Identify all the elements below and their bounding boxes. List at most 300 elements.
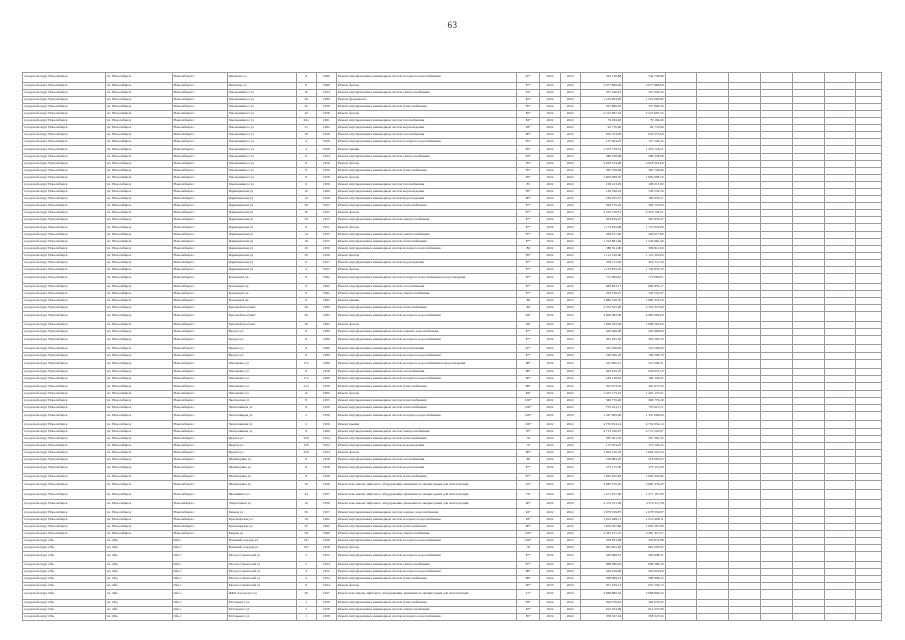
end-year-cell: 2022 (560, 613, 580, 620)
total-cost-cell: 612 072,09 (623, 606, 665, 613)
start-year-cell: 2022 (540, 89, 560, 96)
street-cell: Хмельницкого ул (227, 174, 296, 181)
start-year-cell: 2022 (540, 606, 560, 613)
empty-cell (665, 473, 697, 480)
total-cost-cell: 4 319 728,51 (623, 210, 665, 217)
house-number-cell: 8 (296, 82, 316, 89)
build-year-cell: 1955 (316, 490, 336, 500)
end-year-cell: 2022 (560, 335, 580, 345)
empty-cell (760, 544, 792, 551)
municipality-cell: городской округ Новосибирск (23, 146, 106, 153)
house-number-cell: 8 (296, 397, 316, 404)
start-year-cell: 2022 (540, 561, 560, 568)
locality-cell: Новосибирск г (172, 217, 227, 224)
empty-cell (665, 613, 697, 620)
cost-cell: 302 295,50 (580, 335, 622, 345)
settlement-cell: г.п. Новосибирск (105, 210, 172, 217)
empty-cell (792, 490, 824, 500)
empty-cell (729, 259, 761, 266)
empty-cell (729, 118, 761, 125)
work-type-cell: Ремонт внутридомовых инженерных систем холодного водоснабжения (336, 568, 516, 575)
locality-cell: Новосибирск г (172, 328, 227, 335)
start-year-cell: 2022 (540, 82, 560, 89)
table-row (23, 181, 882, 188)
house-number-cell: 8 (296, 456, 316, 463)
house-number-cell: 56 (296, 252, 316, 259)
street-cell: Фрунзе ул (227, 442, 296, 449)
wear-percent-cell: 100* (517, 397, 540, 404)
empty-cell (760, 530, 792, 537)
work-type-cell: Ремонт внутридомовых инженерных систем электроснабжения (336, 89, 516, 96)
street-cell: Ядринцевская ул (227, 203, 296, 210)
wear-percent-cell: 87* (517, 473, 540, 480)
cost-cell: 206 617,60 (580, 231, 622, 238)
table-row (23, 328, 882, 335)
locality-cell: Новосибирск г (172, 516, 227, 523)
empty-cell (856, 174, 882, 181)
end-year-cell: 2022 (560, 599, 580, 606)
work-type-cell: Ремонт внутридомовых инженерных систем электроснабжения (336, 231, 516, 238)
empty-cell (729, 449, 761, 456)
empty-cell (760, 428, 792, 435)
total-cost-cell: 587 391,35 (623, 435, 665, 442)
street-cell: Хмельницкого ул (227, 110, 296, 117)
wear-percent-cell: 84* (517, 125, 540, 132)
street-cell: Ядринцевская ул (227, 231, 296, 238)
end-year-cell: 2022 (560, 82, 580, 89)
empty-cell (824, 552, 856, 562)
settlement-cell: г.п. Новосибирск (105, 181, 172, 188)
empty-cell (856, 160, 882, 167)
municipality-cell: городской округ Новосибирск (23, 328, 106, 335)
end-year-cell: 2022 (560, 174, 580, 181)
start-year-cell: 2022 (540, 167, 560, 174)
empty-cell (729, 606, 761, 613)
wear-percent-cell: 87* (517, 352, 540, 359)
street-cell: Ядринцевская ул (227, 189, 296, 196)
empty-cell (824, 139, 856, 146)
total-cost-cell: 1 969 502,00 (623, 321, 665, 328)
work-type-cell: Ремонт внутридомовых инженерных систем холодного водоснабжения (336, 245, 516, 252)
cost-cell: 1 271 197,00 (580, 490, 622, 500)
empty-cell (729, 463, 761, 473)
table-row (23, 224, 882, 231)
empty-cell (697, 345, 729, 352)
wear-percent-cell: 88 (517, 456, 540, 463)
cost-cell: 357 860,20 (580, 103, 622, 110)
empty-cell (824, 203, 856, 210)
empty-cell (697, 509, 729, 516)
total-cost-cell: 1 323 681,40 (623, 238, 665, 245)
house-number-cell: 12 (296, 196, 316, 203)
empty-cell (792, 335, 824, 345)
wear-percent-cell: 88* (517, 383, 540, 390)
empty-cell (824, 530, 856, 537)
empty-cell (856, 568, 882, 575)
empty-cell (856, 146, 882, 153)
settlement-cell: г.п. Новосибирск (105, 297, 172, 304)
empty-cell (792, 516, 824, 523)
empty-cell (824, 442, 856, 449)
empty-cell (697, 203, 729, 210)
work-type-cell: Ремонт внутридомовых инженерных систем теплоснабжения (336, 238, 516, 245)
empty-cell (760, 196, 792, 203)
house-number-cell: 16 (296, 245, 316, 252)
house-number-cell: 28 (296, 530, 316, 537)
table-row (23, 369, 882, 376)
street-cell: Челюскинцев ул (227, 421, 296, 428)
locality-cell: Новосибирск г (172, 89, 227, 96)
end-year-cell: 2022 (560, 561, 580, 568)
empty-cell (824, 544, 856, 551)
empty-cell (824, 231, 856, 238)
empty-cell (665, 544, 697, 551)
table-row (23, 397, 882, 404)
locality-cell: Новосибирск г (172, 442, 227, 449)
total-cost-cell: 2 352 537,99 (623, 305, 665, 312)
empty-cell (665, 359, 697, 369)
build-year-cell: 1954 (316, 449, 336, 456)
empty-cell (824, 352, 856, 359)
settlement-cell: г.п. Новосибирск (105, 421, 172, 428)
empty-cell (824, 404, 856, 411)
end-year-cell: 2022 (560, 435, 580, 442)
empty-cell (697, 499, 729, 509)
empty-cell (665, 352, 697, 359)
empty-cell (856, 103, 882, 110)
total-cost-cell: 205 466,00 (623, 328, 665, 335)
empty-cell (792, 224, 824, 231)
wear-percent-cell: 94* (517, 509, 540, 516)
work-type-cell: Ремонт фасада (336, 110, 516, 117)
empty-cell (856, 606, 882, 613)
empty-cell (697, 174, 729, 181)
empty-cell (760, 153, 792, 160)
start-year-cell: 2022 (540, 196, 560, 203)
wear-percent-cell: 85* (517, 189, 540, 196)
street-cell: Красноярская ул (227, 516, 296, 523)
empty-cell (697, 421, 729, 428)
total-cost-cell: 190 932,57 (623, 196, 665, 203)
wear-percent-cell: 88* (517, 359, 540, 369)
work-type-cell: Ремонт фасада (336, 174, 516, 181)
work-type-cell: Ремонт фасада (336, 160, 516, 167)
work-type-cell: Ремонт внутридомовых инженерных систем газоснабжения (336, 456, 516, 463)
end-year-cell: 2022 (560, 283, 580, 290)
build-year-cell: 1954 (316, 561, 336, 568)
start-year-cell: 2022 (540, 174, 560, 181)
end-year-cell: 2022 (560, 153, 580, 160)
settlement-cell: г.п. Новосибирск (105, 224, 172, 231)
work-type-cell: Ремонт внутридомовых инженерных систем водоотведения (336, 259, 516, 266)
empty-cell (792, 290, 824, 297)
locality-cell: Обь г (172, 599, 227, 606)
house-number-cell: 20 (296, 96, 316, 103)
table-row (23, 537, 882, 544)
build-year-cell: 1956 (316, 480, 336, 490)
work-type-cell: Ремонт внутридомовых инженерных систем электроснабжения (336, 217, 516, 224)
empty-cell (760, 73, 792, 83)
end-year-cell: 2022 (560, 217, 580, 224)
work-type-cell: Ремонт внутридомовых инженерных систем холодного водоснабжения и водоотведения (336, 274, 516, 284)
settlement-cell: г.п. Новосибирск (105, 238, 172, 245)
table-row (23, 568, 882, 575)
empty-cell (729, 203, 761, 210)
start-year-cell: 2022 (540, 203, 560, 210)
end-year-cell: 2022 (560, 290, 580, 297)
total-cost-cell: 1 452 175,01 (623, 390, 665, 397)
empty-cell (729, 167, 761, 174)
empty-cell (729, 328, 761, 335)
empty-cell (729, 290, 761, 297)
empty-cell (665, 132, 697, 139)
house-number-cell: 4 (296, 267, 316, 274)
locality-cell: Новосибирск г (172, 73, 227, 83)
empty-cell (760, 509, 792, 516)
empty-cell (760, 575, 792, 582)
settlement-cell: г.п. Новосибирск (105, 167, 172, 174)
cost-cell: 1 882 316,79 (580, 297, 622, 304)
empty-cell (824, 160, 856, 167)
street-cell: Кирова ул (227, 509, 296, 516)
empty-cell (697, 606, 729, 613)
house-number-cell: 3 (296, 606, 316, 613)
cost-cell: 199 366,76 (580, 352, 622, 359)
empty-cell (824, 267, 856, 274)
empty-cell (760, 252, 792, 259)
wear-percent-cell: 74* (517, 490, 540, 500)
start-year-cell: 2022 (540, 568, 560, 575)
empty-cell (760, 537, 792, 544)
work-type-cell: Ремонт фасада (336, 267, 516, 274)
empty-cell (824, 397, 856, 404)
build-year-cell: 1954 (316, 442, 336, 449)
build-year-cell: 1958 (316, 606, 336, 613)
empty-cell (729, 568, 761, 575)
start-year-cell: 2022 (540, 267, 560, 274)
empty-cell (665, 153, 697, 160)
start-year-cell: 2022 (540, 181, 560, 188)
locality-cell: Новосибирск г (172, 160, 227, 167)
locality-cell: Новосибирск г (172, 297, 227, 304)
cost-cell: 1 172 632,08 (580, 224, 622, 231)
build-year-cell: 1954 (316, 575, 336, 582)
wear-percent-cell: 89 (517, 305, 540, 312)
table-row (23, 582, 882, 589)
empty-cell (665, 345, 697, 352)
empty-cell (729, 575, 761, 582)
empty-cell (729, 139, 761, 146)
municipality-cell: городской округ Новосибирск (23, 174, 106, 181)
empty-cell (792, 146, 824, 153)
total-cost-cell: 298 908,23 (623, 575, 665, 582)
cost-cell: 1 678 559,87 (580, 509, 622, 516)
build-year-cell: 1958 (316, 132, 336, 139)
empty-cell (697, 89, 729, 96)
municipality-cell: городской округ Обь (23, 544, 106, 551)
build-year-cell: 1955 (316, 397, 336, 404)
total-cost-cell: 951 559,13 (623, 582, 665, 589)
empty-cell (697, 428, 729, 435)
empty-cell (792, 530, 824, 537)
empty-cell (665, 428, 697, 435)
empty-cell (824, 473, 856, 480)
house-number-cell: 20 (296, 321, 316, 328)
locality-cell: Новосибирск г (172, 96, 227, 103)
street-cell: Филатова ул (227, 73, 296, 83)
table-row (23, 203, 882, 210)
empty-cell (856, 369, 882, 376)
empty-cell (729, 404, 761, 411)
empty-cell (697, 196, 729, 203)
street-cell: Хмельницкого ул (227, 118, 296, 125)
empty-cell (856, 575, 882, 582)
house-number-cell: 30 (296, 203, 316, 210)
wear-percent-cell: 84* (517, 390, 540, 397)
cost-cell: 1 095 645,82 (580, 473, 622, 480)
settlement-cell: г.п. Новосибирск (105, 523, 172, 530)
empty-cell (856, 139, 882, 146)
empty-cell (697, 463, 729, 473)
total-cost-cell: 359 831,88 (623, 537, 665, 544)
empty-cell (824, 328, 856, 335)
empty-cell (760, 203, 792, 210)
settlement-cell: г.п. Новосибирск (105, 259, 172, 266)
house-number-cell: 8 (296, 473, 316, 480)
cost-cell: 612 072,09 (580, 606, 622, 613)
street-cell: Чаплыгина ул (227, 369, 296, 376)
wear-percent-cell: 87* (517, 335, 540, 345)
end-year-cell: 2022 (560, 238, 580, 245)
wear-percent-cell: 85* (517, 139, 540, 146)
house-number-cell: 2 (296, 421, 316, 428)
cost-cell: 364 735,04 (580, 203, 622, 210)
page-number: 63 (447, 20, 458, 30)
empty-cell (856, 428, 882, 435)
empty-cell (665, 589, 697, 599)
total-cost-cell: 184 129,65 (623, 376, 665, 383)
empty-cell (697, 167, 729, 174)
house-number-cell: 8 (296, 404, 316, 411)
work-type-cell: Ремонт внутридомовых инженерных систем холодного водоснабжения (336, 537, 516, 544)
settlement-cell: г.п. Новосибирск (105, 146, 172, 153)
locality-cell: Новосибирск г (172, 345, 227, 352)
municipality-cell: городской округ Новосибирск (23, 125, 106, 132)
empty-cell (697, 456, 729, 463)
cost-cell: 136 556,16 (580, 189, 622, 196)
house-number-cell: 23б (296, 442, 316, 449)
empty-cell (665, 96, 697, 103)
empty-cell (856, 259, 882, 266)
empty-cell (856, 411, 882, 421)
wear-percent-cell: 94* (517, 321, 540, 328)
empty-cell (729, 189, 761, 196)
empty-cell (760, 411, 792, 421)
house-number-cell: 6 (296, 153, 316, 160)
street-cell: Шамшурина ул (227, 473, 296, 480)
house-number-cell: 18 (296, 516, 316, 523)
municipality-cell: городской округ Новосибирск (23, 290, 106, 297)
empty-cell (760, 369, 792, 376)
work-type-cell: Ремонт внутридомовых инженерных систем водоотведения (336, 463, 516, 473)
settlement-cell: г.п. Новосибирск (105, 110, 172, 117)
empty-cell (697, 552, 729, 562)
build-year-cell: 1961 (316, 118, 336, 125)
empty-cell (697, 544, 729, 551)
build-year-cell: 1960 (316, 359, 336, 369)
municipality-cell: городской округ Обь (23, 552, 106, 562)
settlement-cell: г.п. Новосибирск (105, 203, 172, 210)
build-year-cell: 1962 (316, 283, 336, 290)
empty-cell (856, 383, 882, 390)
cost-cell: 79 184,40 (580, 118, 622, 125)
empty-cell (665, 480, 697, 490)
empty-cell (760, 82, 792, 89)
cost-cell: 1 112 316,00 (580, 252, 622, 259)
empty-cell (824, 561, 856, 568)
house-number-cell: 6 (296, 181, 316, 188)
total-cost-cell: 629 619,70 (623, 369, 665, 376)
end-year-cell: 2022 (560, 463, 580, 473)
build-year-cell: 1956 (316, 421, 336, 428)
empty-cell (760, 312, 792, 322)
settlement-cell: г.п. Новосибирск (105, 411, 172, 421)
empty-cell (792, 103, 824, 110)
settlement-cell: г.п. Новосибирск (105, 456, 172, 463)
work-type-cell: Ремонт фасада (336, 210, 516, 217)
end-year-cell: 2022 (560, 509, 580, 516)
locality-cell: Новосибирск г (172, 523, 227, 530)
empty-cell (760, 189, 792, 196)
empty-cell (856, 435, 882, 442)
empty-cell (792, 390, 824, 397)
municipality-cell: городской округ Новосибирск (23, 103, 106, 110)
locality-cell: Новосибирск г (172, 530, 227, 537)
house-number-cell: 16 (296, 238, 316, 245)
work-type-cell: Ремонт внутридомовых инженерных систем теплоснабжения (336, 473, 516, 480)
work-type-cell: Ремонт фасада (336, 390, 516, 397)
municipality-cell: городской округ Новосибирск (23, 516, 106, 523)
table-row (23, 110, 882, 117)
empty-cell (824, 428, 856, 435)
empty-cell (824, 174, 856, 181)
street-cell: Моторостроителей ул (227, 582, 296, 589)
empty-cell (856, 210, 882, 217)
empty-cell (856, 110, 882, 117)
empty-cell (824, 456, 856, 463)
cost-cell: 325 506,00 (580, 345, 622, 352)
empty-cell (824, 582, 856, 589)
table-row (23, 473, 882, 480)
empty-cell (697, 283, 729, 290)
locality-cell: Обь г (172, 552, 227, 562)
build-year-cell: 1958 (316, 252, 336, 259)
locality-cell: Новосибирск г (172, 463, 227, 473)
empty-cell (824, 274, 856, 284)
municipality-cell: городской округ Новосибирск (23, 473, 106, 480)
build-year-cell: 1962 (316, 274, 336, 284)
start-year-cell: 2022 (540, 390, 560, 397)
build-year-cell: 1960 (316, 345, 336, 352)
empty-cell (697, 397, 729, 404)
end-year-cell: 2022 (560, 552, 580, 562)
empty-cell (856, 245, 882, 252)
empty-cell (760, 328, 792, 335)
municipality-cell: городской округ Новосибирск (23, 167, 106, 174)
build-year-cell: 1955 (316, 217, 336, 224)
empty-cell (792, 125, 824, 132)
empty-cell (729, 73, 761, 83)
